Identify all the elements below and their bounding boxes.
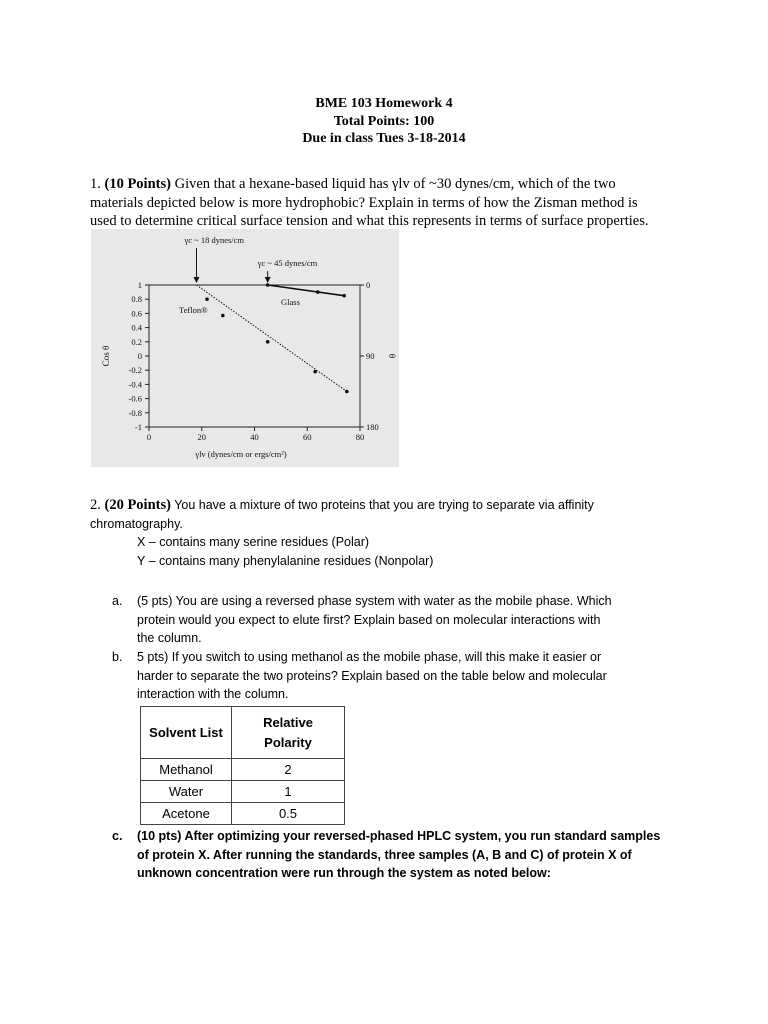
relative-polarity-header-line-1: Relative	[263, 714, 313, 730]
question-1-points: (10 Points)	[104, 176, 171, 192]
data-point	[313, 370, 317, 374]
question-2b-marker: b.	[112, 650, 123, 664]
data-point	[316, 290, 320, 294]
question-2b	[112, 648, 672, 704]
protein-y-description: Y – contains many phenylalanine residues (Nonpolar)	[137, 553, 434, 568]
solvent-polarity-table	[140, 706, 345, 825]
y2-tick-label: 90	[366, 351, 375, 361]
x-tick-label: 0	[146, 432, 152, 442]
x-axis-label: γlv (dynes/cm or ergs/cm²)	[195, 449, 287, 459]
annotation-arrow-head	[265, 277, 271, 283]
y-tick-label: 0.2	[131, 336, 142, 347]
document-header	[0, 95, 768, 148]
data-point	[221, 314, 225, 318]
y-tick-label: 0	[137, 351, 142, 361]
polarity-cell: 2	[232, 759, 345, 781]
y-tick-label: 0.8	[131, 294, 142, 305]
solvent-cell: Water	[141, 781, 232, 803]
annotation-arrow-head	[193, 277, 199, 283]
question-2c-marker: c.	[112, 829, 123, 843]
total-points: Total Points: 100	[333, 113, 435, 129]
y2-axis-label: θ	[387, 353, 397, 359]
due-date: Due in class Tues 3-18-2014	[302, 131, 466, 146]
x-tick-label: 20	[197, 432, 206, 442]
series-label-teflon: Teflon®	[179, 305, 208, 315]
data-point	[345, 390, 349, 394]
question-2-points: (20 Points)	[104, 497, 171, 513]
question-2a-line-2: protein would you expect to elute first? Explain based on molecular interactions with	[137, 612, 601, 627]
question-2-number: 2.	[90, 497, 105, 513]
data-point	[205, 297, 209, 301]
question-2b-line-2: harder to separate the two proteins? Explain based on the table below and molecular	[137, 668, 607, 683]
question-2c-line-2: of protein X. After running the standards, three samples (A, B and C) of protein X of	[137, 847, 632, 862]
series-label-glass: Glass	[281, 297, 300, 307]
x-tick-label: 60	[303, 432, 312, 442]
table-row	[141, 781, 345, 803]
question-2c-line-3: unknown concentration were run through the system as noted below:	[137, 866, 551, 880]
solvent-cell: Methanol	[141, 759, 232, 781]
series-trend-line	[268, 285, 344, 296]
zisman-chart	[91, 229, 399, 467]
y-tick-label: -0.8	[128, 407, 142, 418]
polarity-cell: 1	[232, 781, 345, 803]
data-point	[266, 283, 270, 287]
table-row	[141, 803, 345, 825]
table-header-row	[141, 707, 345, 759]
relative-polarity-header-line-2: Polarity	[264, 734, 312, 750]
question-2c	[112, 827, 672, 883]
y-tick-label: -0.6	[128, 393, 142, 404]
question-2-text-1: You have a mixture of two proteins that you are trying to separate via affinity	[170, 498, 594, 512]
question-2b-line-3: interaction with the column.	[137, 687, 289, 701]
polarity-cell: 0.5	[232, 803, 345, 825]
question-2a-line-3: the column.	[137, 631, 202, 645]
data-point	[266, 340, 270, 344]
y-tick-label: -0.2	[128, 365, 142, 376]
series-trend-line	[196, 285, 346, 392]
y-axis-label: Cos θ	[101, 345, 111, 367]
question-2a-marker: a.	[112, 594, 123, 608]
question-2a	[112, 592, 672, 648]
relative-polarity-header	[232, 707, 345, 759]
y-tick-label: -1	[134, 422, 142, 432]
y2-tick-label: 180	[366, 422, 379, 432]
question-2	[90, 496, 680, 570]
question-1-number: 1.	[90, 176, 105, 192]
y-tick-label: 0.6	[131, 308, 142, 319]
y-tick-label: 0.4	[131, 322, 142, 333]
question-2-line-2: chromatography.	[90, 516, 183, 531]
annotation-label: γc ~ 45 dynes/cm	[257, 258, 318, 268]
question-2-line-1	[90, 496, 680, 515]
question-2c-line-1: (10 pts) After optimizing your reversed-phased HPLC system, you run standard samples	[137, 829, 661, 843]
y-tick-label: 1	[137, 280, 142, 290]
protein-x-description: X – contains many serine residues (Polar)	[137, 535, 370, 549]
table-row	[141, 759, 345, 781]
question-1	[90, 175, 680, 231]
solvent-list-header: Solvent List	[141, 707, 232, 759]
solvent-cell: Acetone	[141, 803, 232, 825]
question-2b-line-1: 5 pts) If you switch to using methanol as the mobile phase, will this make it easier or	[137, 650, 602, 664]
zisman-plot-figure	[91, 229, 399, 467]
x-tick-label: 40	[250, 432, 259, 442]
question-1-line-2: materials depicted below is more hydrophobic? Explain in terms of how the Zisman method is	[90, 194, 638, 211]
y2-tick-label: 0	[366, 280, 371, 290]
course-title: BME 103 Homework 4	[315, 96, 453, 111]
question-1-text-1: Given that a hexane-based liquid has γlv of ~30 dynes/cm, which of the two	[170, 176, 616, 192]
annotation-label: γc ~ 18 dynes/cm	[184, 235, 245, 245]
question-1-line-3: used to determine critical surface tension and what this represents in terms of surface properties.	[90, 213, 649, 229]
question-2a-line-1: (5 pts) You are using a reversed phase system with water as the mobile phase. Which	[137, 594, 612, 608]
question-1-line-1	[90, 175, 680, 194]
y-tick-label: -0.4	[128, 379, 142, 390]
x-tick-label: 80	[355, 432, 365, 442]
data-point	[342, 294, 346, 298]
